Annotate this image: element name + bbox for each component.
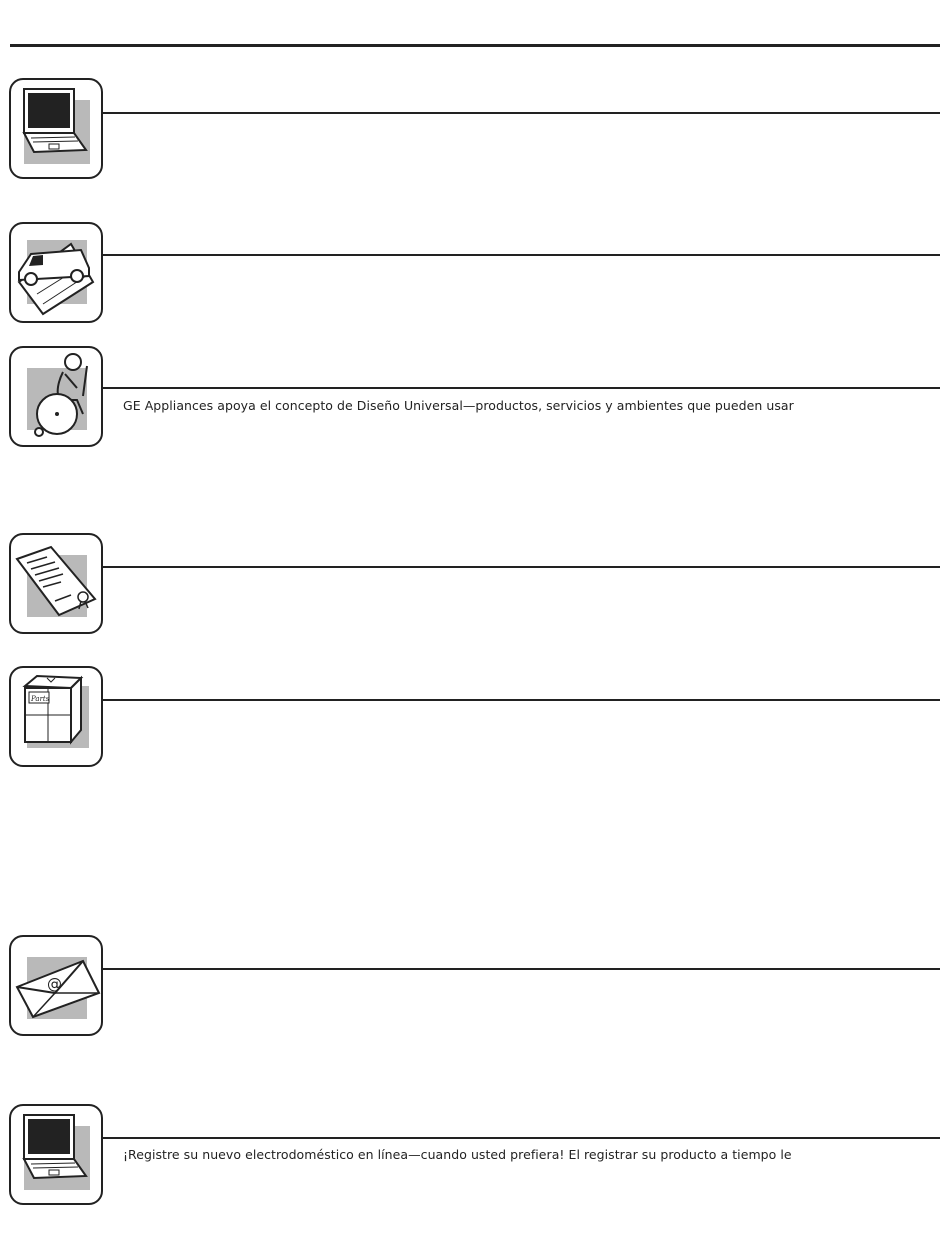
wheelchair-user-icon [9,346,103,447]
top-divider [10,44,940,47]
section-rule [103,699,940,701]
parts-label: Parts [31,695,50,703]
parts-box-icon [9,666,103,767]
service-van-calendar-icon [9,222,103,323]
section-rule [103,566,940,568]
at-symbol: @ [47,975,62,993]
section-rule [103,387,940,389]
section-rule [103,254,940,256]
laptop-icon [9,78,103,179]
universal-design-text: GE Appliances apoya el concepto de Diseño Universal—productos, servicios y ambientes que pueden usar [123,398,794,413]
section-rule [103,968,940,970]
warranty-certificate-icon [9,533,103,634]
laptop-icon [9,1104,103,1205]
section-rule [103,112,940,114]
section-rule [103,1137,940,1139]
email-envelope-icon [9,935,103,1036]
register-text: ¡Registre su nuevo electrodoméstico en línea—cuando usted prefiera! El registrar su producto a tiempo le [123,1147,792,1162]
